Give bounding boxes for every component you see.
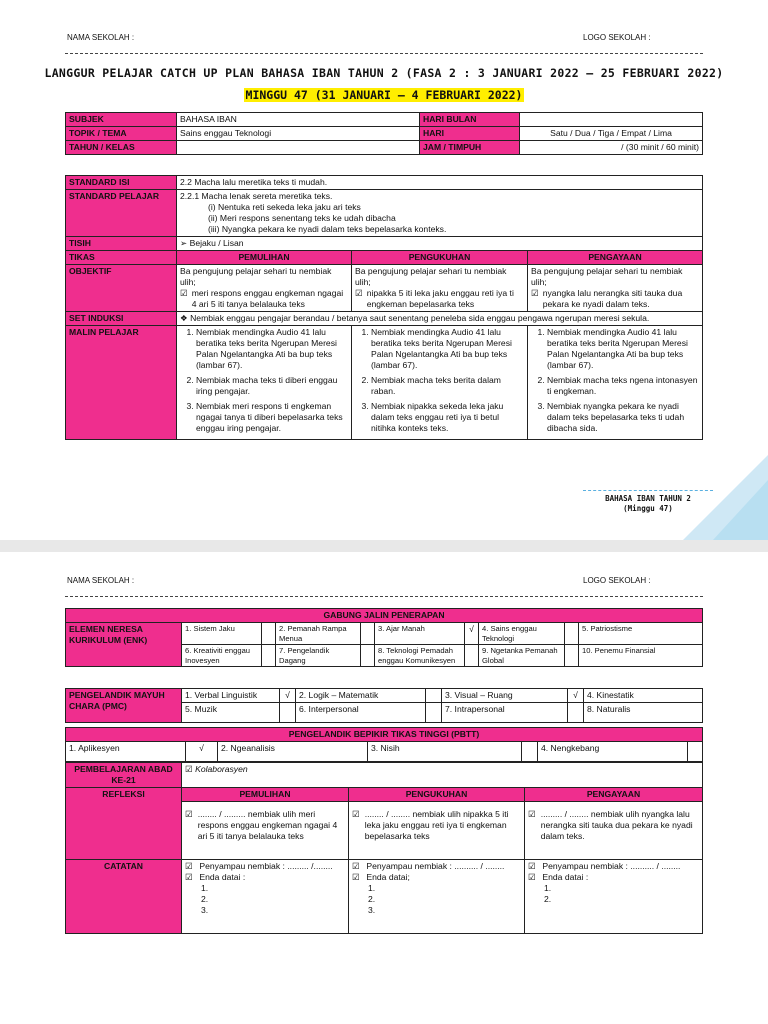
objektif-intro: Ba pengujung pelajar sehari tu nembiak ulih; xyxy=(531,266,683,287)
checkbox-checked-icon: ☑ xyxy=(352,861,360,871)
enk-item: 9. Ngetanka Pemanah Global xyxy=(479,645,565,667)
pbtt-item: 4. Nengkebang xyxy=(538,742,688,762)
hari-value: Satu / Dua / Tiga / Empat / Lima xyxy=(520,127,703,141)
enk-item: 4. Sains enggau Teknologi xyxy=(479,623,565,645)
catatan-item: 1. xyxy=(544,883,552,893)
abad-text: Kolaborasyen xyxy=(195,764,248,774)
catatan-item: 2. xyxy=(544,894,552,904)
week-banner xyxy=(0,86,768,104)
refleksi-text: ........ / ......... nembiak ulih meri respons enggau engkeman ngagai 4 ari 5 iti tanya belalauka teks xyxy=(197,809,338,841)
enda-datai-text: Enda datai : xyxy=(542,872,589,882)
checkbox-checked-icon: ☑ xyxy=(185,764,196,774)
catatan-pemulihan xyxy=(182,860,349,934)
level-pemulihan: PEMULIHAN xyxy=(182,788,349,802)
enk-item: 5. Patriostisme xyxy=(579,623,703,645)
jam-value: / (30 minit / 60 minit) xyxy=(520,141,703,155)
checkbox-checked-icon: ☑ xyxy=(185,809,193,819)
penyampau-text: Penyampau nembiak : ......... /........ xyxy=(199,861,333,871)
enk-item: 6. Kreativiti enggau Inovesyen xyxy=(182,645,262,667)
header-divider xyxy=(65,596,703,597)
standard-isi-label: STANDARD ISI xyxy=(66,176,177,190)
tahun-value xyxy=(177,141,420,155)
pmc-item: 3. Visual – Ruang xyxy=(442,689,568,703)
enk-item: 2. Pemanah Rampa Menua xyxy=(276,623,361,645)
malin-pengayaan xyxy=(528,326,703,440)
standard-isi-value: 2.2 Macha lalu meretika teks ti mudah. xyxy=(177,176,703,190)
checkbox-checked-icon: ☑ xyxy=(352,809,360,819)
school-name-label: NAMA SEKOLAH : xyxy=(67,33,135,42)
abad-label: PEMBELAJARAN ABAD KE-21 xyxy=(66,763,182,788)
level-pengukuhan: PENGUKUHAN xyxy=(352,251,528,265)
objektif-intro: Ba pengujung pelajar sehari tu nembiak ulih; xyxy=(355,266,507,287)
objektif-label: OBJEKTIF xyxy=(66,265,177,312)
checkbox-checked-icon: ☑ xyxy=(352,872,360,882)
pmc-item: 5. Muzik xyxy=(182,703,280,723)
pbtt-item: 2. Ngeanalisis xyxy=(218,742,368,762)
objektif-pengayaan xyxy=(528,265,703,312)
subjek-value: BAHASA IBAN xyxy=(177,113,420,127)
refleksi-pengukuhan xyxy=(349,802,525,860)
school-name-label: NAMA SEKOLAH : xyxy=(67,576,135,585)
catatan-item: 3. xyxy=(368,905,376,915)
enk-item: 7. Pengelandik Dagang xyxy=(276,645,361,667)
malin-pemulihan xyxy=(177,326,352,440)
arrow-bullet-icon: ➢ xyxy=(180,238,190,248)
catatan-item: 1. xyxy=(368,883,376,893)
level-pengukuhan: PENGUKUHAN xyxy=(349,788,525,802)
lesson-table xyxy=(65,175,703,440)
standard-pelajar-value xyxy=(177,190,703,237)
malin-pengukuhan xyxy=(352,326,528,440)
pmc-item: 2. Logik – Matematik xyxy=(296,689,426,703)
catatan-item: 1. xyxy=(201,883,209,893)
gabung-table xyxy=(65,608,703,667)
pmc-item: 1. Verbal Linguistik xyxy=(182,689,280,703)
checkbox-checked-icon: ☑ xyxy=(180,288,188,298)
corner-decoration xyxy=(713,480,768,540)
hari-label: HARI xyxy=(420,127,520,141)
page-2 xyxy=(0,552,768,1024)
catatan-item: 2. xyxy=(201,894,209,904)
info-table xyxy=(65,112,703,155)
level-pemulihan: PEMULIHAN xyxy=(177,251,352,265)
pbtt-item: 1. Aplikesyen xyxy=(66,742,186,762)
malin-step: 2. Nembiak macha teks ngena intonasyen ti engkeman. xyxy=(547,375,699,397)
page-number: 1 xyxy=(743,505,748,514)
penyampau-text: Penyampau nembiak : .......... / ........ xyxy=(542,861,681,871)
tahun-label: TAHUN / KELAS xyxy=(66,141,177,155)
malin-step: 1. Nembiak mendingka Audio 41 lalu beratika teks berita Ngerupan Meresi Palan Ngelantangka Ati ba bup teks (lambar 67). xyxy=(547,327,699,371)
malin-step: 3. Nembiak nipakka sekeda leka jaku dalam teks enggau reti iya ti betul nitihka konteks teks. xyxy=(371,401,524,434)
standard-pelajar-line: (iii) Nyangka pekara ke nyadi dalam teks bepelasarka konteks. xyxy=(208,224,447,234)
level-pengayaan: PENGAYAAN xyxy=(528,251,703,265)
check-mark: √ xyxy=(465,623,479,645)
checkbox-checked-icon: ☑ xyxy=(355,288,363,298)
refleksi-text: ......... / ........ nembiak ulih nyangka lalu nerangka siti tauka dua pekara ke nyadi dalam teks. xyxy=(540,809,693,841)
pmc-label: PENGELANDIK MAYUH CHARA (PMC) xyxy=(66,689,182,723)
set-induksi-label: SET INDUKSI xyxy=(66,312,177,326)
pbtt-title: PENGELANDIK BEPIKIR TIKAS TINGGI (PBTT) xyxy=(66,728,703,742)
malin-step: 1. Nembiak mendingka Audio 41 lalu beratika teks berita Ngerupan Meresi Palan Ngelantangka Ati ba bup teks (lambar 67). xyxy=(371,327,524,371)
checkbox-checked-icon: ☑ xyxy=(528,809,536,819)
pbtt-item: 3. Nisih xyxy=(368,742,522,762)
abad-refleksi-table xyxy=(65,762,703,934)
refleksi-pengayaan xyxy=(525,802,703,860)
hari-bulan-label: HARI BULAN xyxy=(420,113,520,127)
footer-subject: BAHASA IBAN TAHUN 2 xyxy=(605,494,691,503)
tisih-text: Bejaku / Lisan xyxy=(189,238,244,248)
tikas-label: TIKAS xyxy=(66,251,177,265)
week-label: MINGGU 47 (31 JANUARI – 4 FEBRUARI 2022) xyxy=(245,88,523,102)
objektif-intro: Ba pengujung pelajar sehari tu nembiak ulih; xyxy=(180,266,332,287)
tisih-value xyxy=(177,237,703,251)
enk-label: ELEMEN NERESA KURIKULUM (ENK) xyxy=(66,623,182,667)
tisih-label: TISIH xyxy=(66,237,177,251)
pmc-item: 7. Intrapersonal xyxy=(442,703,568,723)
pmc-item: 8. Naturalis xyxy=(584,703,703,723)
enda-datai-text: Enda datai; xyxy=(366,872,410,882)
checkbox-checked-icon: ☑ xyxy=(528,861,536,871)
document-title: LANGGUR PELAJAR CATCH UP PLAN BAHASA IBAN TAHUN 2 (FASA 2 : 3 JANUARI 2022 – 25 FEBRUARI 2022) xyxy=(44,66,724,80)
refleksi-label: REFLEKSI xyxy=(66,788,182,860)
checkbox-checked-icon: ☑ xyxy=(528,872,536,882)
set-induksi-value xyxy=(177,312,703,326)
hari-bulan-value xyxy=(520,113,703,127)
pbtt-table xyxy=(65,727,703,762)
standard-pelajar-line: (ii) Meri respons senentang teks ke udah dibacha xyxy=(208,213,396,223)
penyampau-text: Penyampau nembiak : .......... / ........ xyxy=(366,861,505,871)
enk-item: 3. Ajar Manah xyxy=(375,623,465,645)
gabung-title: GABUNG JALIN PENERAPAN xyxy=(66,609,703,623)
jam-label: JAM / TIMPUH xyxy=(420,141,520,155)
standard-pelajar-line: (i) Nentuka reti sekeda leka jaku ari teks xyxy=(208,202,361,212)
check-mark: √ xyxy=(280,689,296,703)
malin-step: 3. Nembiak meri respons ti engkeman ngagai tanya ti diberi bepelasarka teks enggau iring pengajar. xyxy=(196,401,348,434)
malin-step: 1. Nembiak mendingka Audio 41 lalu beratika teks berita Ngerupan Meresi Palan Ngelantangka Ati ba bup teks (lambar 67). xyxy=(196,327,348,371)
catatan-item: 3. xyxy=(201,905,209,915)
malin-step: 3. Nembiak nyangka pekara ke nyadi dalam teks bepelasarka teks ti udah dibacha sida. xyxy=(547,401,699,434)
subjek-label: SUBJEK xyxy=(66,113,177,127)
refleksi-pemulihan xyxy=(182,802,349,860)
check-mark: √ xyxy=(568,689,584,703)
enk-item: 8. Teknologi Pemadah enggau Komunikesyen xyxy=(375,645,465,667)
school-logo-label: LOGO SEKOLAH : xyxy=(583,33,651,42)
pmc-table xyxy=(65,688,703,723)
catatan-pengayaan xyxy=(525,860,703,934)
objektif-pemulihan xyxy=(177,265,352,312)
topik-value: Sains enggau Teknologi xyxy=(177,127,420,141)
diamond-bullet-icon: ❖ xyxy=(180,313,191,323)
objektif-text: nipakka 5 iti leka jaku enggau reti iya ti engkeman bepelasarka teks xyxy=(366,288,514,309)
malin-label: MALIN PELAJAR xyxy=(66,326,177,440)
abad-value xyxy=(182,763,703,788)
objektif-text: nyangka lalu nerangka siti tauka dua pekara ke nyadi dalam teks. xyxy=(542,288,683,309)
enk-item: 1. Sistem Jaku xyxy=(182,623,262,645)
catatan-pengukuhan xyxy=(349,860,525,934)
pmc-item: 6. Interpersonal xyxy=(296,703,426,723)
catatan-item: 2. xyxy=(368,894,376,904)
enk-item: 10. Penemu Finansial xyxy=(579,645,703,667)
objektif-text: meri respons enggau engkeman ngagai 4 ari 5 iti tanya belalauka teks xyxy=(191,288,344,309)
malin-step: 2. Nembiak macha teks berita dalam raban. xyxy=(371,375,524,397)
refleksi-text: ........ / ........ nembiak ulih nipakka 5 iti leka jaku enggau reti iya ti engkeman bepelasarka teks xyxy=(364,809,509,841)
set-induksi-text: Nembiak enggau pengajar berandau / betanya saut senentang peneleba sida enggau pengawa ngerupan meresi sekula. xyxy=(190,313,650,323)
malin-step: 2. Nembiak macha teks ti diberi enggau iring pengajar. xyxy=(196,375,348,397)
level-pengayaan: PENGAYAAN xyxy=(525,788,703,802)
objektif-pengukuhan xyxy=(352,265,528,312)
enda-datai-text: Enda datai : xyxy=(199,872,246,882)
pmc-item: 4. Kinestatik xyxy=(584,689,703,703)
topik-label: TOPIK / TEMA xyxy=(66,127,177,141)
footer-week: (Minggu 47) xyxy=(623,504,673,513)
check-mark: √ xyxy=(186,742,218,762)
standard-pelajar-line: 2.2.1 Macha lenak sereta meretika teks. xyxy=(180,191,333,201)
standard-pelajar-label: STANDARD PELAJAR xyxy=(66,190,177,237)
checkbox-checked-icon: ☑ xyxy=(185,872,193,882)
checkbox-checked-icon: ☑ xyxy=(185,861,193,871)
header-divider xyxy=(65,53,703,54)
checkbox-checked-icon: ☑ xyxy=(531,288,539,298)
school-logo-label: LOGO SEKOLAH : xyxy=(583,576,651,585)
catatan-label: CATATAN xyxy=(66,860,182,934)
